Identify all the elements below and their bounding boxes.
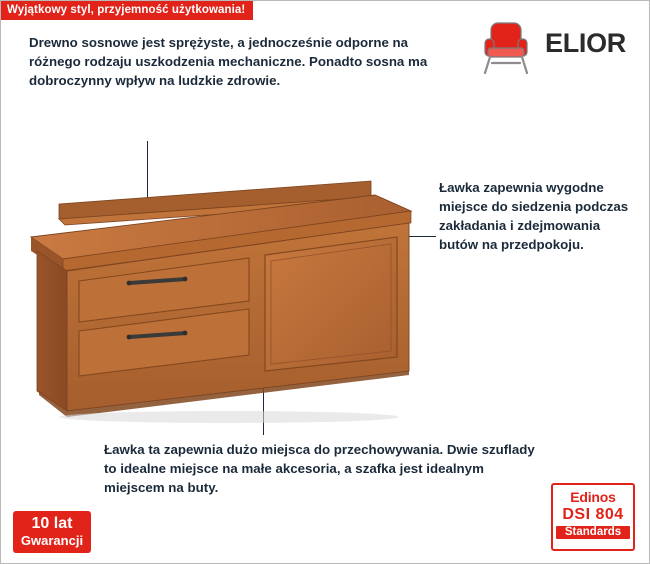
edinos-badge xyxy=(551,483,635,551)
top-banner: Wyjątkowy styl, przyjemność użytkowania! xyxy=(1,1,253,20)
warranty-years: 10 lat xyxy=(31,515,73,532)
edinos-standards: Standards xyxy=(556,526,630,539)
warranty-label: Gwarancji xyxy=(20,533,84,548)
callout-text-right: Ławka zapewnia wygodne miejsce do siedzenia podczas zakładania i zdejmowania butów na przedpokoju. xyxy=(439,180,629,252)
warranty-badge xyxy=(13,511,91,553)
callout-text-bottom: Ławka ta zapewnia dużo miejsca do przechowywania. Dwie szuflady to idealne miejsce na małe akcesoria, a szafka jest idealnym miejscem na buty. xyxy=(104,442,535,495)
callout-text-top: Drewno sosnowe jest sprężyste, a jednocześnie odporne na różnego rodzaju uszkodzenia mechaniczne. Ponadto sosna ma dobroczynny wpływ na ludzkie zdrowie. xyxy=(29,35,428,88)
brand-logo xyxy=(473,19,633,75)
product-image xyxy=(19,159,429,424)
armchair-icon xyxy=(479,19,537,75)
brand-name: ELIOR xyxy=(545,28,627,58)
edinos-dsi: DSI 804 xyxy=(562,506,624,523)
edinos-name: Edinos xyxy=(570,489,616,505)
